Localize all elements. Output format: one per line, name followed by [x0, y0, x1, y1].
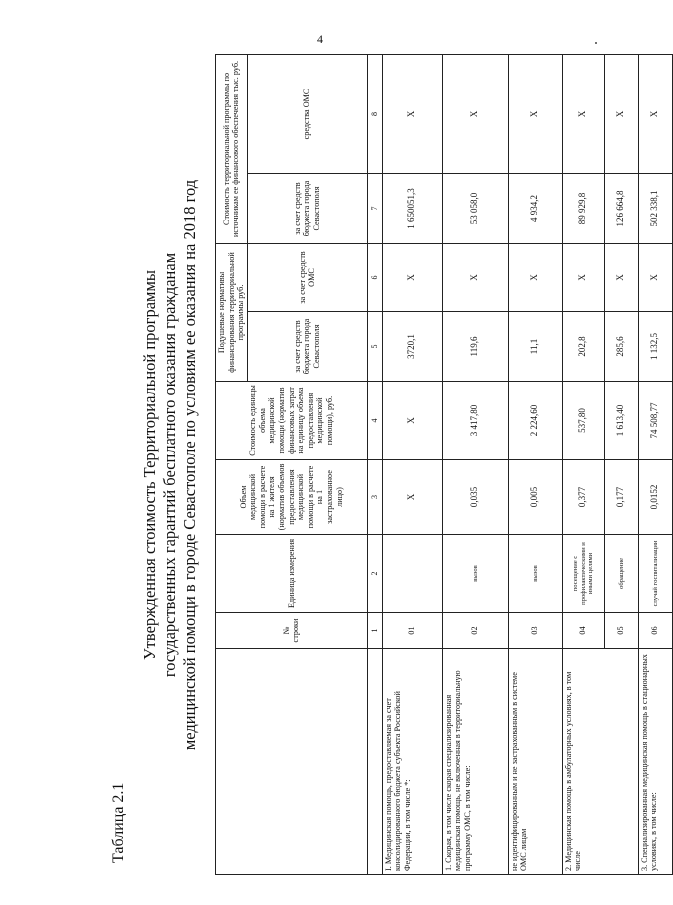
row-name: 2. Медицинская помощь в амбулаторных условиях, в том числе — [562, 649, 638, 875]
row-unit-cost: 74 508,77 — [638, 382, 672, 460]
header-oms-per-capita: за счет средств ОМС — [247, 243, 367, 311]
title-line-3: медицинской помощи в городе Севастополе по условиям ее оказания на 2018 год — [180, 179, 199, 751]
row-unit-cost: 537,80 — [562, 382, 604, 460]
title-line-1: Утвержденная стоимость Территориальной программы — [140, 270, 159, 660]
row-oms-per-capita: Х — [442, 243, 508, 311]
column-number-row — [367, 54, 382, 874]
row-unit: обращение — [604, 535, 638, 613]
row-unit-cost: 1 613,40 — [604, 382, 638, 460]
row-oms-cost: Х — [508, 54, 562, 173]
row-unit: вызов — [508, 535, 562, 613]
row-budget-per-capita: 11,1 — [508, 312, 562, 382]
row-unit-cost: 2 224,60 — [508, 382, 562, 460]
row-volume: 0,005 — [508, 460, 562, 535]
row-budget-cost: 89 929,8 — [562, 173, 604, 243]
row-unit: вызов — [442, 535, 508, 613]
column-number-blank — [367, 649, 382, 875]
row-name: не идентифицированным и не застрахованным в системе ОМС лицам — [508, 649, 562, 875]
row-budget-cost: 53 058,0 — [442, 173, 508, 243]
header-unit-cost: Стоимость единицы объема медицинской помощи (норматив финансовых затрат на единицу объема предоставления медицинской помощи), руб. — [216, 382, 368, 460]
row-budget-per-capita: 285,6 — [604, 312, 638, 382]
row-oms-per-capita: Х — [508, 243, 562, 311]
row-oms-cost: Х — [604, 54, 638, 173]
header-row-1 — [216, 54, 248, 874]
column-number: 1 — [367, 613, 382, 649]
row-name: 3. Специализированная медицинская помощь в стационарных условиях, в том числе: — [638, 649, 672, 875]
table-row — [638, 54, 672, 874]
header-name-cell — [216, 649, 368, 875]
row-oms-per-capita: Х — [382, 243, 442, 311]
row-volume: 0,035 — [442, 460, 508, 535]
row-oms-per-capita: Х — [604, 243, 638, 311]
table-row — [508, 54, 562, 874]
header-budget-cost: за счет средств бюджета города Севастополя — [247, 173, 367, 243]
row-oms-per-capita: Х — [562, 243, 604, 311]
header-unit: Единица измерения — [216, 535, 368, 613]
row-number: 01 — [382, 613, 442, 649]
table-row — [382, 54, 442, 874]
row-number: 04 — [562, 613, 604, 649]
row-volume: 0,377 — [562, 460, 604, 535]
title-line-2: государственных гарантий бесплатного оказания гражданам — [160, 252, 179, 678]
row-budget-cost: 126 664,8 — [604, 173, 638, 243]
row-number: 02 — [442, 613, 508, 649]
header-volume: Объем медицинской помощи в расчете на 1 жителя (норматив объемов предоставления медицинской помощи в расчете на 1 застрахованное лицо) — [216, 460, 368, 535]
row-budget-per-capita: 3720,1 — [382, 312, 442, 382]
table-label: Таблица 2.1 — [110, 782, 127, 863]
row-budget-per-capita: 1 132,5 — [638, 312, 672, 382]
row-unit: случай госпитализации — [638, 535, 672, 613]
row-volume: Х — [382, 460, 442, 535]
table-row — [562, 54, 604, 874]
column-number: 3 — [367, 460, 382, 535]
row-oms-cost: Х — [638, 54, 672, 173]
column-number: 7 — [367, 173, 382, 243]
header-per-capita: Подушевые нормативы финансирования территориальной программы руб. — [216, 243, 248, 381]
row-name: I. Медицинская помощь, предоставляемая за счет консолидированного бюджета субъекта Российской Федерации, в том числе *: — [382, 649, 442, 875]
row-oms-per-capita: Х — [638, 243, 672, 311]
header-cost: Стоимость территориальной программы по источникам ее финансового обеспечения тыс. руб. — [216, 54, 248, 243]
row-unit: посещение с профилактическими и иными целями — [562, 535, 604, 613]
column-number: 8 — [367, 54, 382, 173]
column-number: 4 — [367, 382, 382, 460]
column-number: 6 — [367, 243, 382, 311]
row-name: 1. Скорая, в том числе скорая специализированная медицинская помощь, не включенная в территориальную программу ОМС, в том числе: — [442, 649, 508, 875]
row-unit — [382, 535, 442, 613]
row-oms-cost: Х — [382, 54, 442, 173]
row-budget-per-capita: 202,8 — [562, 312, 604, 382]
page-number: 4 — [317, 32, 323, 46]
cost-table — [215, 54, 673, 875]
row-volume: 0,0152 — [638, 460, 672, 535]
row-unit-cost: 3 417,80 — [442, 382, 508, 460]
row-oms-cost: Х — [442, 54, 508, 173]
row-budget-cost: 1 650051,3 — [382, 173, 442, 243]
row-number: 03 — [508, 613, 562, 649]
row-budget-cost: 502 338,1 — [638, 173, 672, 243]
rotated-page-content — [110, 55, 660, 875]
row-budget-per-capita: 119,6 — [442, 312, 508, 382]
scan-dot — [595, 42, 597, 44]
table-row — [442, 54, 508, 874]
row-volume: 0,177 — [604, 460, 638, 535]
row-number: 06 — [638, 613, 672, 649]
row-budget-cost: 4 934,2 — [508, 173, 562, 243]
row-number: 05 — [604, 613, 638, 649]
column-number: 2 — [367, 535, 382, 613]
row-unit-cost: Х — [382, 382, 442, 460]
header-oms-cost: средства ОМС — [247, 54, 367, 173]
header-budget-per-capita: за счет средств бюджета города Севастополя — [247, 312, 367, 382]
header-row-no: № строки — [216, 613, 368, 649]
column-number: 5 — [367, 312, 382, 382]
row-oms-cost: Х — [562, 54, 604, 173]
